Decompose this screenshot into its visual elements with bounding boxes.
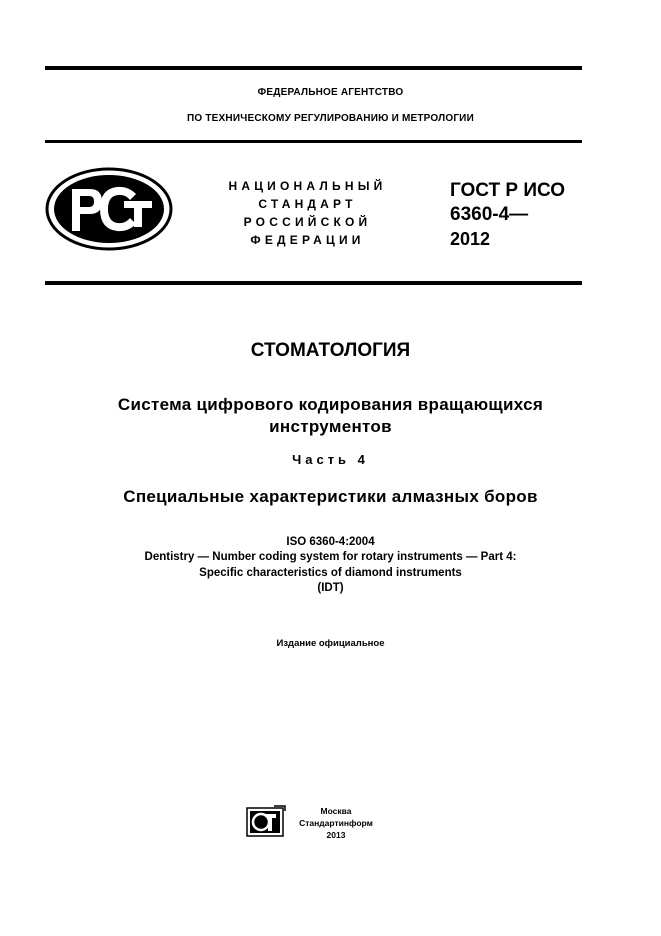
header-rule (45, 140, 582, 143)
iso-reference: ISO 6360-4:2004 (286, 536, 375, 548)
national-standard-line-4: ФЕДЕРАЦИИ (250, 233, 365, 247)
part-number: Часть 4 (292, 452, 369, 467)
national-standard-line-3: РОССИЙСКОЙ (243, 215, 372, 229)
agency-line-1: ФЕДЕРАЛЬНОЕ АГЕНТСТВО (257, 87, 404, 98)
english-title-line-3: (IDT) (317, 582, 344, 594)
standartinform-logo-icon (246, 805, 286, 837)
imprint-year: 2013 (326, 830, 346, 840)
english-title-line-1: Dentistry — Number coding system for rotary instruments — Part 4: (144, 551, 517, 563)
standard-block-rule (45, 281, 582, 285)
gost-designation-line-2: 6360-4— (450, 204, 529, 225)
subtitle-line-2: инструментов (269, 417, 392, 436)
english-title-line-2: Specific characteristics of diamond instruments (199, 567, 462, 579)
part-title: Специальные характеристики алмазных боров (123, 487, 538, 506)
rst-logo-icon (44, 167, 174, 251)
edition-note: Издание официальное (276, 638, 385, 649)
subtitle-line-1: Система цифрового кодирования вращающихся (117, 395, 544, 414)
gost-designation-line-1: ГОСТ Р ИСО (450, 180, 566, 201)
imprint-publisher: Стандартинформ (299, 818, 373, 828)
imprint-city: Москва (320, 806, 352, 816)
national-standard-line-1: НАЦИОНАЛЬНЫЙ (228, 179, 387, 193)
national-standard-line-2: СТАНДАРТ (258, 197, 357, 211)
gost-designation-line-3: 2012 (450, 229, 491, 249)
document-title: СТОМАТОЛОГИЯ (250, 340, 411, 361)
top-rule (45, 66, 582, 70)
agency-line-2: ПО ТЕХНИЧЕСКОМУ РЕГУЛИРОВАНИЮ И МЕТРОЛОГИИ (187, 113, 474, 124)
